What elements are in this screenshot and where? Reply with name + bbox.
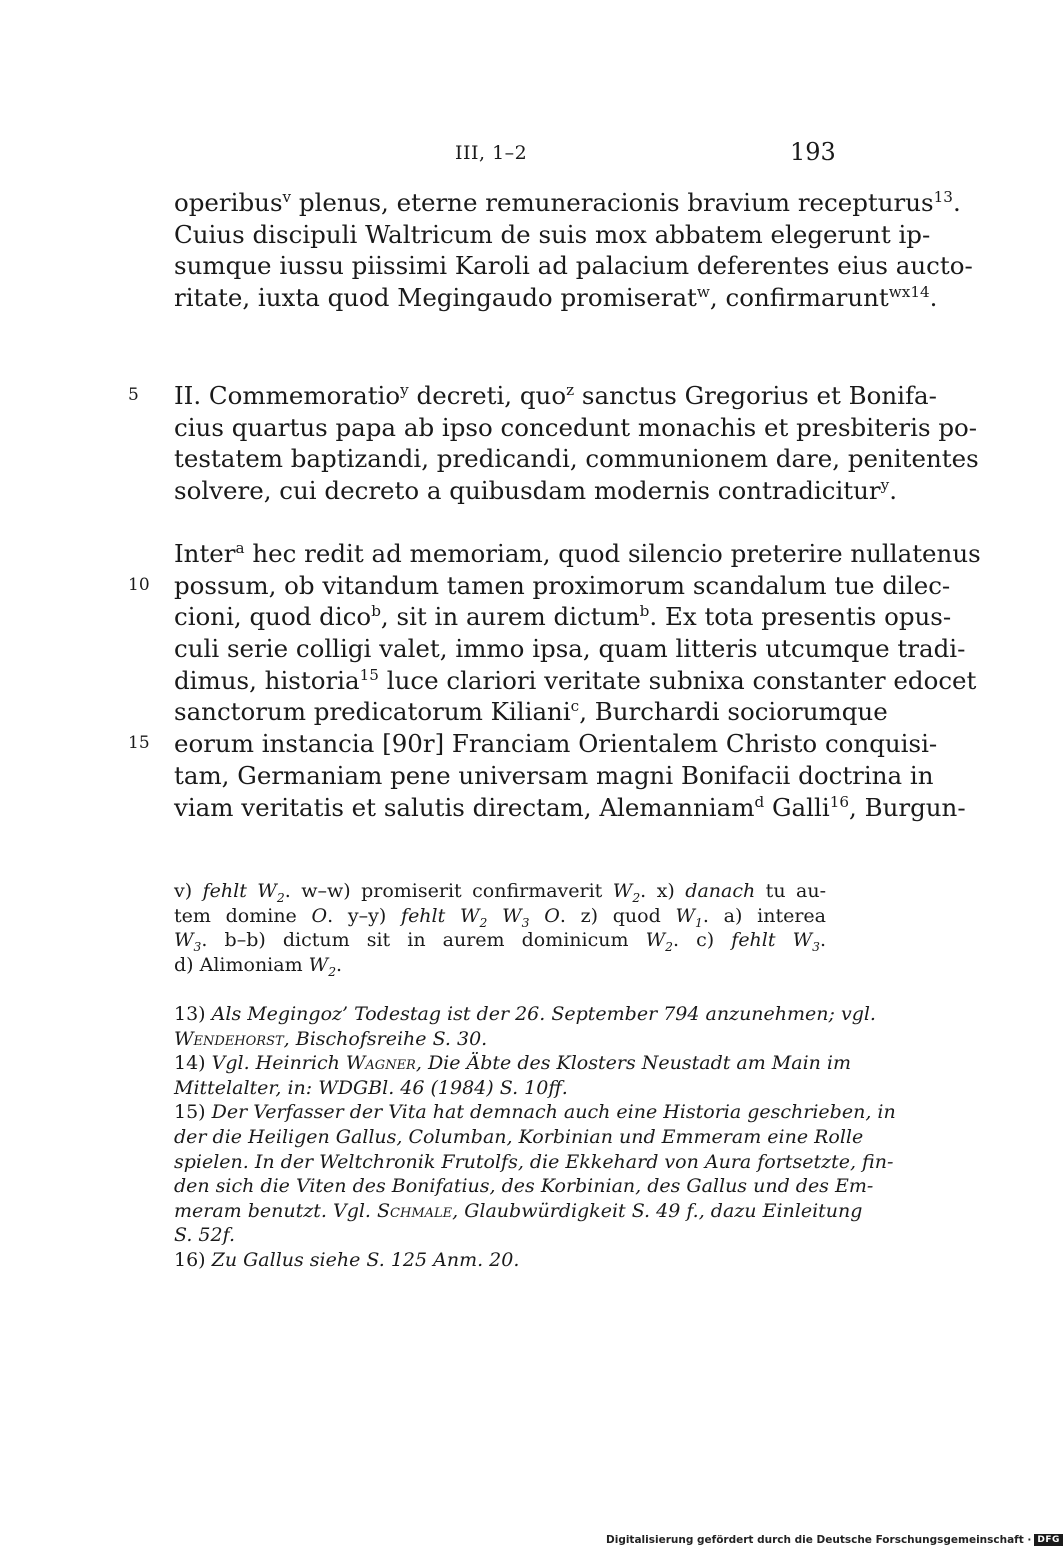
footnote-ref: a <box>235 538 245 557</box>
text-line: 15 eorum instancia [90r] Franciam Orientalem Christo conquisi- <box>128 729 938 759</box>
note-line: Wendehorst, Bischofsreihe S. 30. <box>174 1027 488 1050</box>
apparatus-line: tem domine O. y–y) fehlt $W_2$ $W_3$ O. z) quod $W_1$. a) interea <box>174 904 826 930</box>
note-line: Mittelalter, in: WDGBl. 46 (1984) S. 10ff. <box>174 1076 568 1099</box>
text-line: dimus, historia$^{15}$ luce clariori veritate subnixa constanter edocet <box>174 665 977 695</box>
note-15: 15) Der Verfasser der Vita hat demnach auch eine Historia geschrieben, in <box>174 1101 896 1124</box>
footnote-ref: c <box>570 697 580 716</box>
text-line: 5 II. Commemoratio$^y$ decreti, quo$^z$ sanctus Gregorius et Bonifa- <box>128 380 937 410</box>
note-16: 16) Zu Gallus siehe S. 125 Anm. 20. <box>174 1248 520 1271</box>
text-line: culi serie colligi valet, immo ipsa, quam litteris utcumque tradi- <box>174 634 966 664</box>
chapter-heading-paragraph <box>128 380 979 507</box>
credit-text: Digitalisierung gefördert durch die Deutsche Forschungsgemeinschaft · <box>606 1534 1032 1546</box>
footnote-ref: 15 <box>359 665 379 684</box>
text-line: solvere, cui decreto a quibusdam modernis contradicitur$^y$. <box>174 475 898 506</box>
footnote-ref: wx14 <box>888 282 930 301</box>
dfg-logo: DFG <box>1034 1534 1063 1546</box>
apparatus-line: $W_3$. b–b) dictum sit in aurem dominicum $W_2$. c) fehlt $W_3$. <box>174 929 827 954</box>
note-14: 14) Vgl. Heinrich Wagner, Die Äbte des Klosters Neustadt am Main im <box>174 1052 852 1075</box>
note-line: der die Heiligen Gallus, Columban, Korbinian und Emmeram eine Rolle <box>174 1125 864 1148</box>
line-number: 15 <box>128 733 150 754</box>
text-line: 10 possum, ob vitandum tamen proximorum scandalum tue dilec- <box>128 570 951 600</box>
footnote-ref: 16 <box>829 792 850 811</box>
text-line: Cuius discipuli Waltricum de suis mox abbatem elegerunt ip- <box>174 219 931 249</box>
main-paragraph <box>128 538 981 823</box>
note-line: S. 52f. <box>174 1224 235 1247</box>
text-line: tam, Germaniam pene universam magni Bonifacii doctrina in <box>174 760 934 790</box>
page-number: 193 <box>790 138 836 166</box>
note-line: den sich die Viten des Bonifatius, des Korbinian, des Gallus und des Em- <box>174 1175 874 1198</box>
text-line: viam veritatis et salutis directam, Alemanniam$^d$ Galli$^{16}$, Burgun- <box>174 792 966 822</box>
footnote-ref: v <box>282 187 292 206</box>
apparatus-line: d) Alimoniam $W_2$. <box>174 953 343 979</box>
line-number: 10 <box>128 574 150 595</box>
footnote-ref: y <box>400 380 409 399</box>
footnote-ref: d <box>754 792 765 811</box>
footnote-ref: y <box>880 475 890 494</box>
paragraph-continuation <box>174 187 973 314</box>
note-line: spielen. In der Weltchronik Frutolfs, die Ekkehard von Aura fortsetzte, fin- <box>174 1150 894 1173</box>
text-line: ritate, iuxta quod Megingaudo promiserat$^w$, confirmarunt$^{wx14}$. <box>174 282 938 313</box>
footnote-ref: 13 <box>933 187 953 206</box>
running-head: III, 1–2 <box>455 142 528 164</box>
note-line: meram benutzt. Vgl. Schmale, Glaubwürdigkeit S. 49 f., dazu Einleitung <box>174 1199 863 1222</box>
text-line: Inter$^a$ hec redit ad memoriam, quod silencio preterire nullatenus <box>174 538 981 568</box>
text-line: sanctorum predicatorum Kiliani$^c$, Burchardi sociorumque <box>174 697 888 727</box>
digitization-credit <box>606 1534 1063 1546</box>
critical-apparatus <box>174 879 826 977</box>
text-line: cius quartus papa ab ipso concedunt monachis et presbiteris po- <box>174 412 978 442</box>
footnote-ref: z <box>566 380 575 399</box>
note-13: 13) Als Megingoz’ Todestag ist der 26. September 794 anzunehmen; vgl. <box>174 1003 876 1025</box>
footnote-ref: w <box>696 282 710 301</box>
commentary-notes <box>174 1002 896 1273</box>
line-number: 5 <box>128 385 139 405</box>
text-line: cioni, quod dico$^b$, sit in aurem dictum$^b$. Ex tota presentis opus- <box>174 602 952 632</box>
text-line: testatem baptizandi, predicandi, communionem dare, penitentes <box>174 444 979 474</box>
footnote-ref: b <box>371 602 381 621</box>
footnote-ref: b <box>639 602 650 621</box>
apparatus-line: v) fehlt $W_2$. w–w) promiserit confirmaverit $W_2$. x) danach tu au- <box>174 880 826 905</box>
text-line: operibus$^v$ plenus, eterne remuneracionis bravium recepturus$^{13}$. <box>174 187 961 217</box>
text-line: sumque iussu piissimi Karoli ad palacium deferentes eius aucto- <box>174 251 973 281</box>
